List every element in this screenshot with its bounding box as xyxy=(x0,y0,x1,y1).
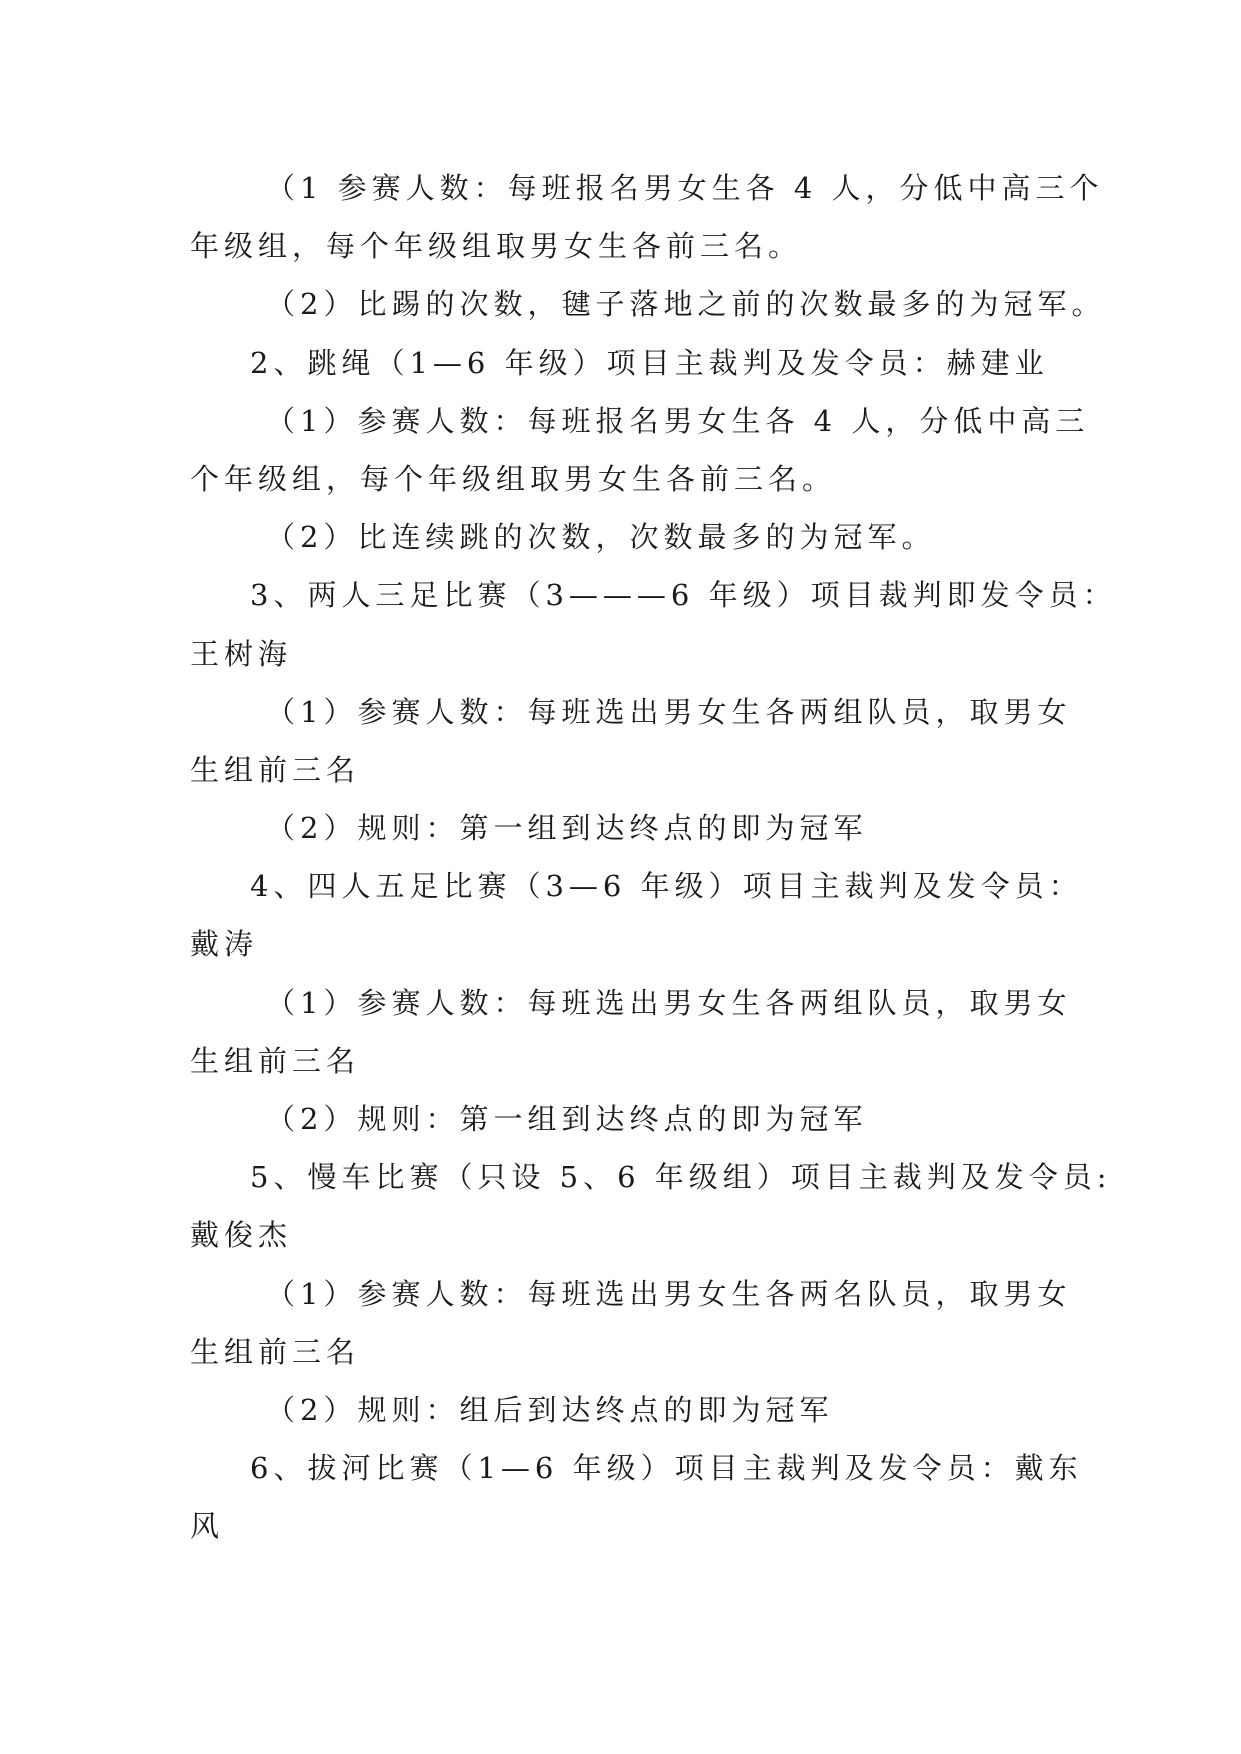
paragraph-line: 生组前三名 xyxy=(190,752,361,787)
paragraph-line: （1）参赛人数：每班选出男女生各两组队员，取男女 xyxy=(266,694,1072,729)
section-heading: 2、跳绳（1—6 年级）项目主裁判及发令员：赫建业 xyxy=(250,345,1049,380)
paragraph-line: （1）参赛人数：每班报名男女生各 4 人，分低中高三 xyxy=(266,403,1090,438)
paragraph-line: （1）参赛人数：每班选出男女生各两组队员，取男女 xyxy=(266,985,1072,1020)
paragraph-line: （2）规则：第一组到达终点的即为冠军 xyxy=(266,811,868,846)
section-heading: 4、四人五足比赛（3—6 年级）项目主裁判及发令员： xyxy=(250,869,1083,904)
document-body xyxy=(190,159,1117,1556)
paragraph-line: （1 参赛人数：每班报名男女生各 4 人，分低中高三个 xyxy=(266,171,1104,205)
section-heading: 5、慢车比赛（只设 5、6 年级组）项目主裁判及发令员: xyxy=(250,1160,1112,1195)
section-heading-continued: 戴涛 xyxy=(190,927,259,962)
section-heading-continued: 王树海 xyxy=(190,636,293,671)
section-heading-continued: 戴俊杰 xyxy=(190,1218,293,1253)
section-heading: 3、两人三足比赛（3———6 年级）项目裁判即发令员： xyxy=(250,578,1117,613)
paragraph-line: （2）规则：组后到达终点的即为冠军 xyxy=(266,1392,834,1427)
section-heading-continued: 风 xyxy=(190,1509,225,1544)
paragraph-line: 个年级组，每个年级组取男女生各前三名。 xyxy=(190,461,837,496)
paragraph-line: 年级组，每个年级组取男女生各前三名。 xyxy=(190,229,803,264)
section-heading: 6、拔河比赛（1—6 年级）项目主裁判及发令员：戴东 xyxy=(250,1451,1083,1486)
paragraph-line: 生组前三名 xyxy=(190,1043,361,1078)
paragraph-line: （2）规则：第一组到达终点的即为冠军 xyxy=(266,1102,868,1136)
paragraph-line: （2）比连续跳的次数，次数最多的为冠军。 xyxy=(266,520,936,555)
paragraph-line: 生组前三名 xyxy=(190,1334,361,1369)
paragraph-line: （2）比踢的次数，毽子落地之前的次数最多的为冠军。 xyxy=(266,287,1106,322)
paragraph-line: （1）参赛人数：每班选出男女生各两名队员，取男女 xyxy=(266,1276,1072,1311)
